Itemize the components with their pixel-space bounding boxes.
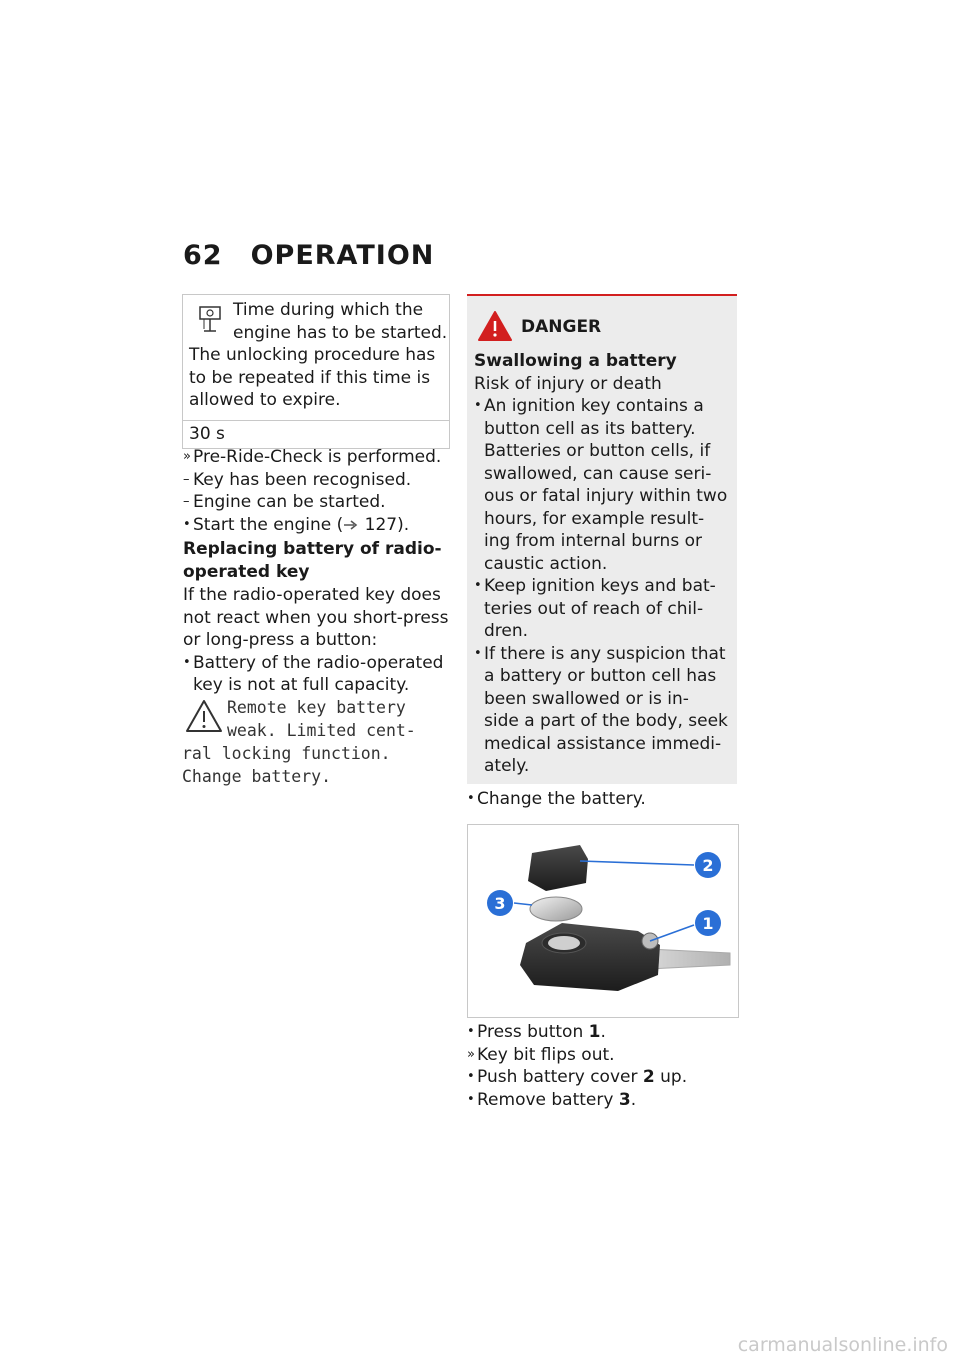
page-title: OPERATION	[250, 240, 435, 271]
message-line: Remote key battery	[227, 698, 406, 717]
arrow-ref-icon	[343, 519, 359, 531]
result-list	[183, 446, 453, 536]
spec-line: to be repeated if this time is	[189, 367, 431, 388]
change-battery-step: • Change the battery.	[467, 789, 646, 809]
spec-line: Time during which the	[233, 300, 424, 320]
danger-header	[467, 296, 737, 340]
callout-1	[695, 910, 721, 936]
message-line: weak. Limited cent-	[227, 721, 416, 740]
message-line: Change battery.	[182, 767, 332, 786]
spec-box	[182, 294, 450, 449]
display-message	[182, 696, 452, 792]
svg-text:2: 2	[702, 856, 714, 875]
list-item: – Key has been recognised.	[183, 469, 412, 490]
list-item: • Keep ignition keys and bat- teries out of reach of chil- dren.	[474, 576, 716, 641]
list-item: • If there is any suspicion that a battery or button cell has been swallowed or is in- side a part of the body, seek medical assistance immedi- ately.	[474, 643, 728, 776]
warning-triangle-icon	[184, 698, 224, 734]
list-item: • Push battery cover 2 up.	[467, 1067, 688, 1087]
danger-label: DANGER	[521, 317, 602, 337]
callout-3	[487, 890, 513, 916]
danger-heading: Swallowing a battery	[474, 351, 677, 371]
callout-2	[695, 852, 721, 878]
list-item: • An ignition key contains a button cell as its battery. Batteries or button cells, if swallowed, can cause seri- ous or fatal injury within two hours, for example result- ing from internal burns or caustic action.	[474, 396, 728, 574]
svg-text:1: 1	[702, 914, 714, 933]
page-number: 62	[183, 240, 223, 271]
section-title: Replacing battery of radio- operated key	[183, 539, 442, 582]
page-ref[interactable]: 127	[364, 514, 398, 535]
list-item: • Press button 1.	[467, 1022, 606, 1042]
danger-subheading: Risk of injury or death	[474, 373, 662, 394]
key-battery-figure	[467, 824, 739, 1018]
watermark: carmanualsonline.info	[737, 1334, 948, 1356]
list-item: • Battery of the radio-operated key is not at full capacity.	[183, 652, 444, 695]
spec-line: The unlocking procedure has	[189, 345, 436, 365]
list-item: » Pre-Ride-Check is performed.	[183, 447, 442, 467]
spec-description	[183, 295, 449, 420]
list-item: • Start the engine ( 127).	[183, 514, 410, 535]
page-header	[183, 240, 434, 271]
list-item: • Remove battery 3.	[467, 1089, 637, 1110]
spec-line: engine has to be started.	[233, 322, 448, 343]
spec-value: 30 s	[183, 420, 449, 449]
danger-box	[467, 294, 737, 784]
list-item: – Engine can be started.	[183, 492, 386, 512]
svg-text:3: 3	[494, 894, 506, 913]
spec-line: allowed to expire.	[189, 390, 341, 410]
key-illustration	[468, 825, 738, 1017]
danger-triangle-icon	[477, 310, 513, 342]
list-item: » Key bit flips out.	[467, 1044, 615, 1065]
steps-list	[467, 1021, 737, 1111]
intro-text: If the radio-operated key does not react when you short-press or long-press a button: • Battery of the radio-operated key is not at full capacity.	[183, 584, 453, 697]
stopwatch-icon	[197, 305, 223, 335]
message-line: ral locking function.	[182, 744, 391, 763]
